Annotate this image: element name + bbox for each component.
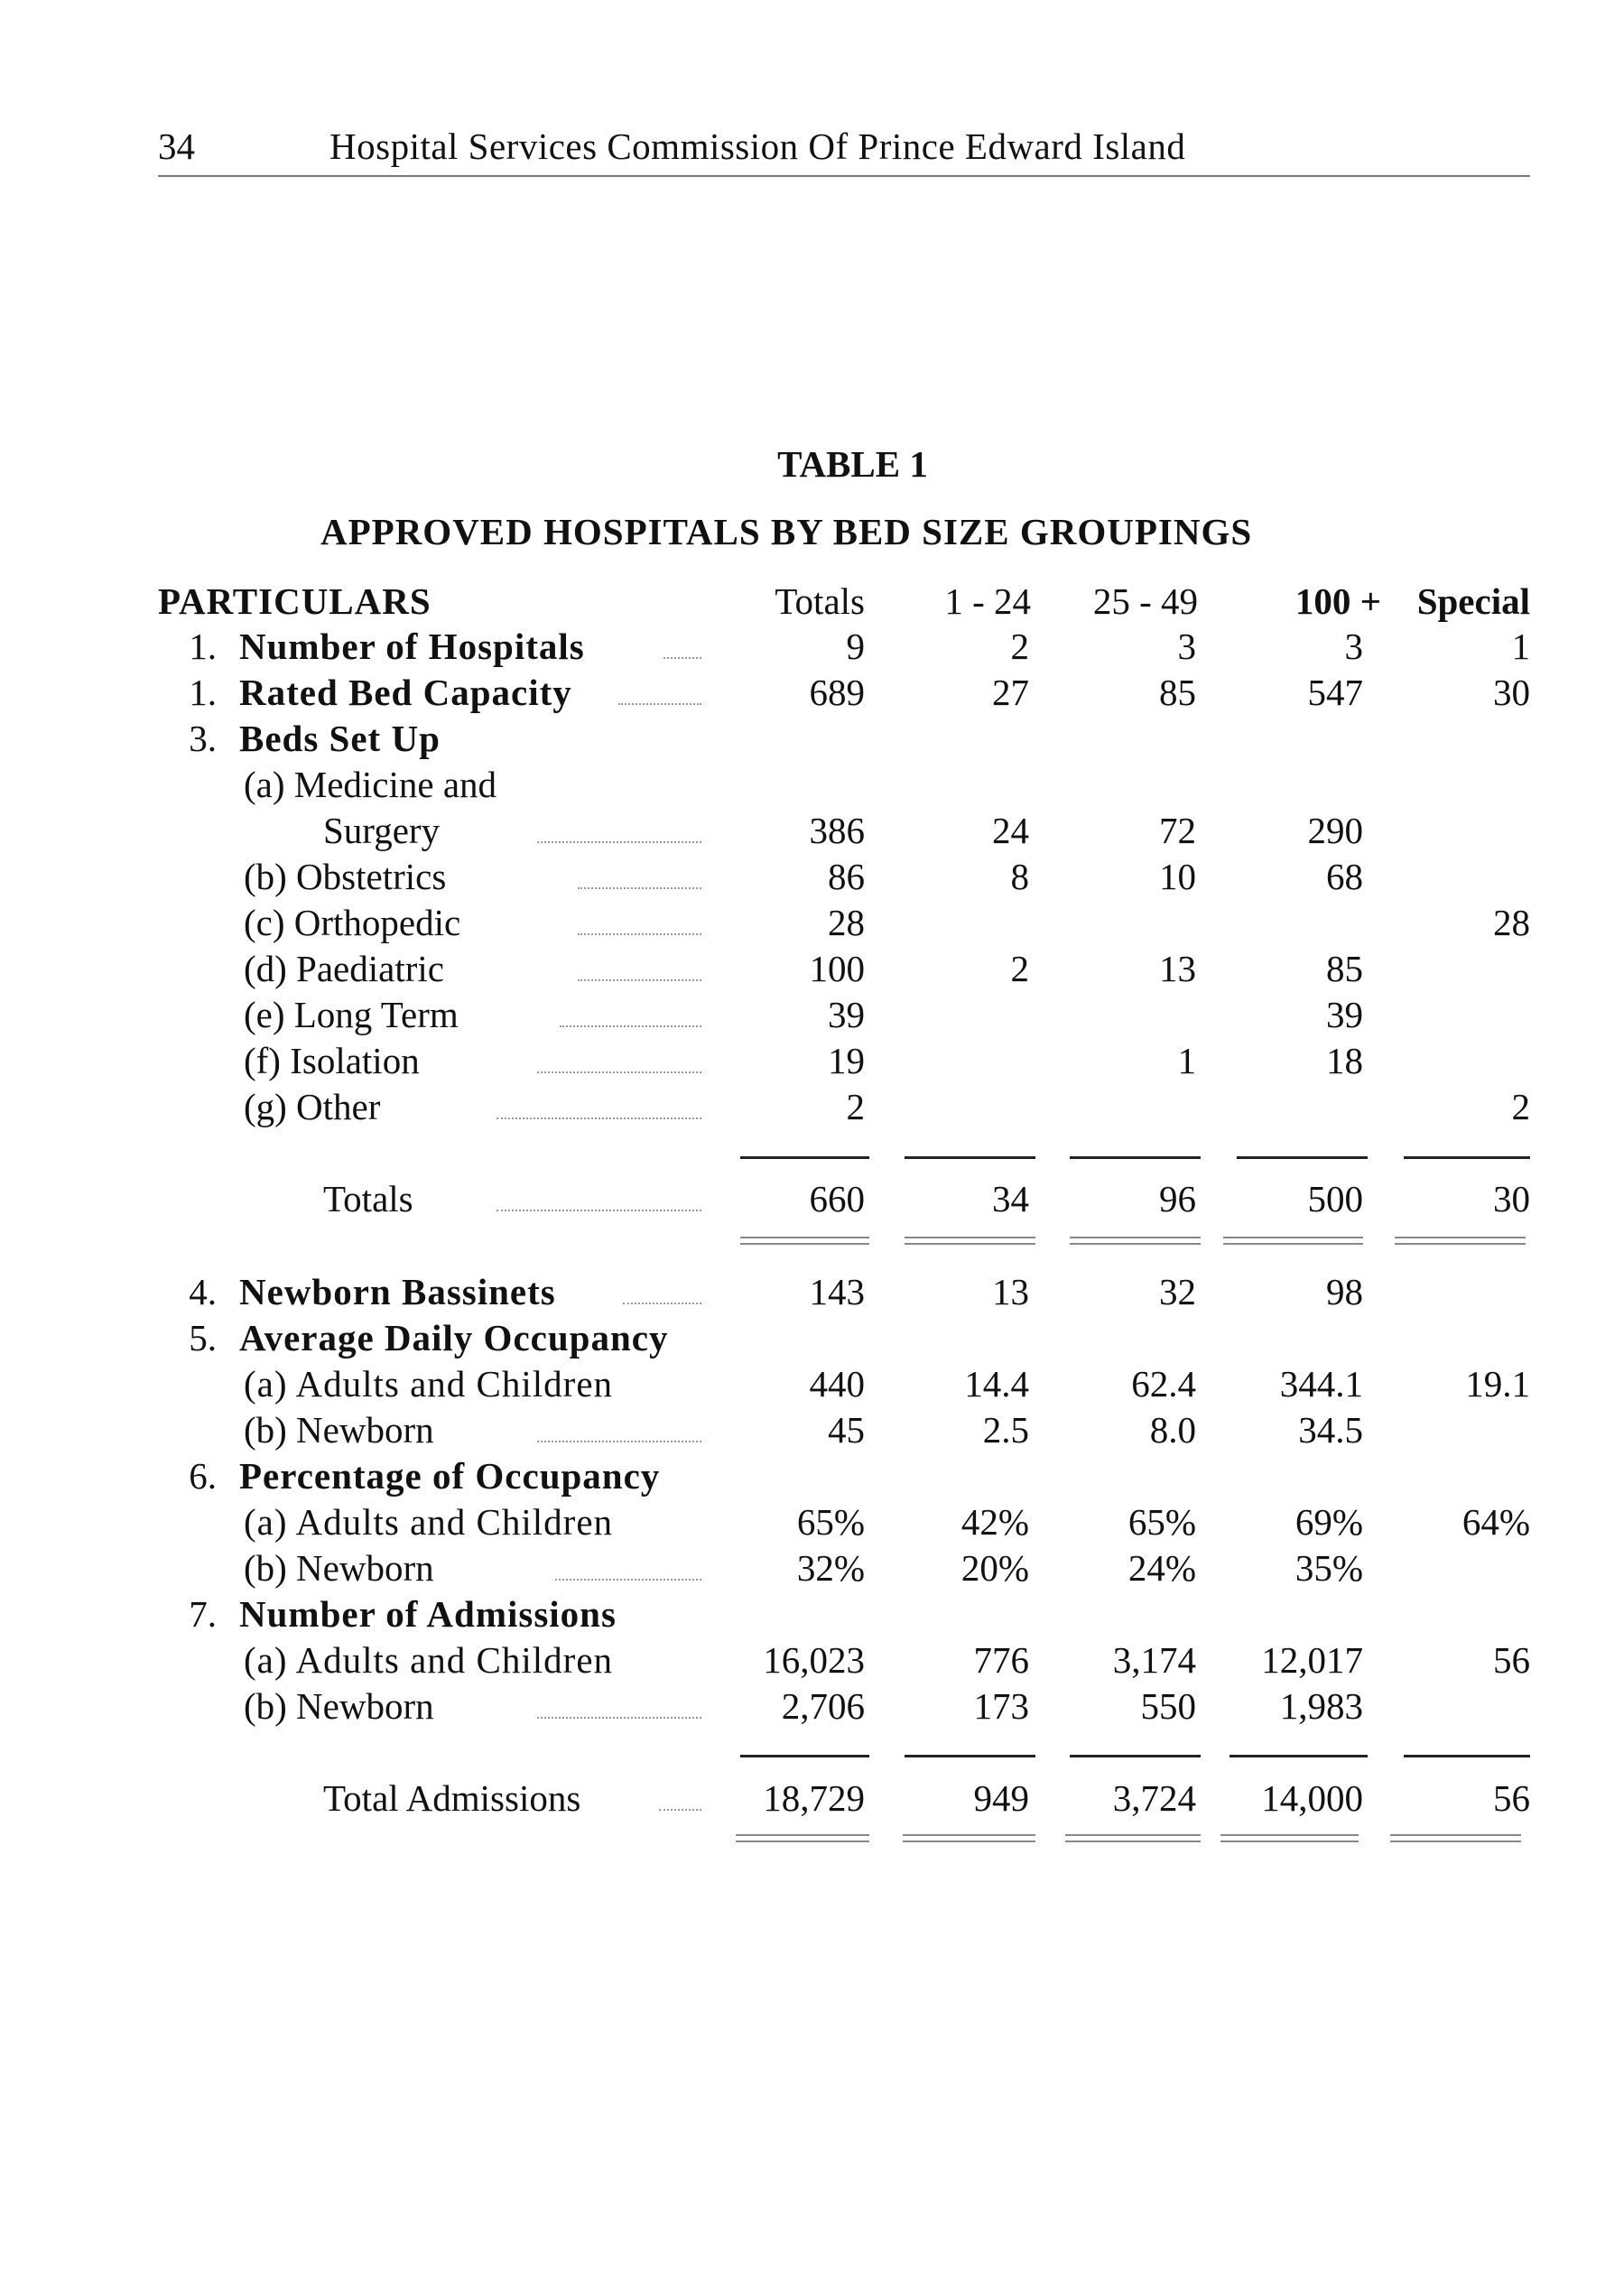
cell-100-plus: 290 xyxy=(1307,810,1363,851)
row-label: (d) Paediatric xyxy=(244,948,444,989)
table-row xyxy=(0,1177,1624,1223)
cell-25-49: 72 xyxy=(1159,810,1196,851)
table-row xyxy=(0,947,1624,993)
col-header-special: Special xyxy=(1416,580,1530,622)
dot-leader xyxy=(578,933,701,935)
table-row xyxy=(0,671,1624,717)
double-rule xyxy=(1390,1834,1521,1842)
dot-leader xyxy=(618,703,701,705)
row-label: (a) Adults and Children xyxy=(244,1639,614,1681)
cell-25-49: 62.4 xyxy=(1131,1363,1196,1405)
double-rule xyxy=(740,1237,869,1245)
dot-leader xyxy=(659,1809,701,1811)
row-label: Percentage of Occupancy xyxy=(239,1455,661,1497)
row-label: Rated Bed Capacity xyxy=(239,672,572,713)
cell-100-plus: 3 xyxy=(1344,626,1363,667)
row-number: 1. xyxy=(189,672,217,713)
cell-special: 30 xyxy=(1493,1178,1530,1219)
row-label: Surgery xyxy=(323,810,441,851)
row-label: Number of Admissions xyxy=(239,1593,617,1635)
cell-totals: 143 xyxy=(809,1271,865,1312)
table-row xyxy=(0,1270,1624,1316)
cell-25-49: 32 xyxy=(1159,1271,1196,1312)
cell-totals: 19 xyxy=(828,1040,865,1081)
row-number: 6. xyxy=(189,1455,217,1497)
cell-special: 56 xyxy=(1493,1777,1530,1819)
sum-rule xyxy=(1070,1755,1201,1757)
row-number: 1. xyxy=(189,626,217,667)
cell-totals: 660 xyxy=(809,1178,865,1219)
cell-25-49: 13 xyxy=(1159,948,1196,989)
cell-100-plus: 344.1 xyxy=(1279,1363,1363,1405)
table-row xyxy=(0,1592,1624,1638)
table-row xyxy=(0,625,1624,671)
cell-25-49: 8.0 xyxy=(1149,1409,1196,1451)
cell-25-49: 550 xyxy=(1140,1685,1196,1727)
sum-rule xyxy=(1404,1755,1530,1757)
row-label: (b) Newborn xyxy=(244,1547,434,1589)
row-number: 3. xyxy=(189,718,217,759)
cell-1-24: 27 xyxy=(992,672,1029,713)
col-header-25-49: 25 - 49 xyxy=(1092,580,1198,622)
cell-100-plus: 12,017 xyxy=(1261,1639,1363,1681)
sum-rule xyxy=(740,1156,869,1159)
table-row xyxy=(0,1776,1624,1822)
cell-1-24: 20% xyxy=(960,1547,1029,1589)
cell-1-24: 2.5 xyxy=(982,1409,1029,1451)
double-rule xyxy=(1065,1834,1201,1842)
cell-100-plus: 500 xyxy=(1307,1178,1363,1219)
cell-totals: 65% xyxy=(796,1501,865,1543)
cell-100-plus: 98 xyxy=(1326,1271,1363,1312)
cell-special: 56 xyxy=(1493,1639,1530,1681)
dot-leader xyxy=(578,887,701,889)
row-label: Average Daily Occupancy xyxy=(239,1317,669,1358)
cell-1-24: 14.4 xyxy=(964,1363,1029,1405)
cell-1-24: 24 xyxy=(992,810,1029,851)
table-row xyxy=(0,763,1624,809)
cell-totals: 2 xyxy=(846,1086,865,1127)
cell-25-49: 85 xyxy=(1159,672,1196,713)
double-rule xyxy=(1395,1237,1526,1245)
cell-100-plus: 34.5 xyxy=(1298,1409,1363,1451)
row-label: Totals xyxy=(323,1178,413,1219)
cell-totals: 18,729 xyxy=(763,1777,865,1819)
table-row xyxy=(0,993,1624,1039)
cell-totals: 32% xyxy=(796,1547,865,1589)
double-rule xyxy=(1070,1237,1201,1245)
cell-25-49: 65% xyxy=(1128,1501,1196,1543)
running-title: Hospital Services Commission Of Prince Edward Island xyxy=(329,125,1186,167)
double-rule xyxy=(1220,1834,1359,1842)
cell-special: 28 xyxy=(1493,902,1530,943)
table-row xyxy=(0,1454,1624,1500)
dot-leader xyxy=(537,841,701,843)
double-rule xyxy=(903,1834,1035,1842)
table-row xyxy=(0,1085,1624,1131)
sum-rule xyxy=(1237,1156,1368,1159)
cell-25-49: 3,724 xyxy=(1112,1777,1196,1819)
dot-leader xyxy=(555,1579,701,1581)
table-row xyxy=(0,809,1624,855)
cell-totals: 39 xyxy=(828,994,865,1035)
cell-totals: 100 xyxy=(809,948,865,989)
cell-special: 30 xyxy=(1493,672,1530,713)
cell-1-24: 13 xyxy=(992,1271,1029,1312)
row-label: (f) Isolation xyxy=(244,1040,420,1081)
cell-totals: 440 xyxy=(809,1363,865,1405)
cell-25-49: 96 xyxy=(1159,1178,1196,1219)
row-label: (b) Newborn xyxy=(244,1409,434,1451)
cell-totals: 86 xyxy=(828,856,865,897)
row-number: 4. xyxy=(189,1271,217,1312)
cell-25-49: 10 xyxy=(1159,856,1196,897)
table-row xyxy=(0,1362,1624,1408)
cell-special: 2 xyxy=(1511,1086,1530,1127)
cell-1-24: 34 xyxy=(992,1178,1029,1219)
cell-100-plus: 68 xyxy=(1326,856,1363,897)
cell-special: 1 xyxy=(1511,626,1530,667)
row-label: (a) Adults and Children xyxy=(244,1363,614,1405)
row-number: 5. xyxy=(189,1317,217,1358)
cell-25-49: 3,174 xyxy=(1112,1639,1196,1681)
sum-rule xyxy=(1404,1156,1530,1159)
cell-totals: 9 xyxy=(846,626,865,667)
col-header-totals: Totals xyxy=(775,580,865,622)
table-row xyxy=(0,1500,1624,1546)
double-rule xyxy=(1223,1237,1363,1245)
dot-leader xyxy=(560,1025,701,1027)
cell-1-24: 776 xyxy=(973,1639,1029,1681)
row-label: (e) Long Term xyxy=(244,994,459,1035)
row-label: (b) Obstetrics xyxy=(244,856,447,897)
cell-totals: 2,706 xyxy=(781,1685,865,1727)
cell-1-24: 8 xyxy=(1010,856,1029,897)
cell-totals: 28 xyxy=(828,902,865,943)
cell-100-plus: 1,983 xyxy=(1279,1685,1363,1727)
row-label: (c) Orthopedic xyxy=(244,902,461,943)
table-row xyxy=(0,1316,1624,1362)
dot-leader xyxy=(496,1210,701,1211)
cell-25-49: 3 xyxy=(1177,626,1196,667)
sum-rule xyxy=(1230,1755,1368,1757)
double-rule xyxy=(736,1834,869,1842)
dot-leader xyxy=(664,657,701,659)
row-label: (b) Newborn xyxy=(244,1685,434,1727)
table-title: TABLE 1 xyxy=(777,443,928,485)
cell-1-24: 2 xyxy=(1010,626,1029,667)
cell-special: 19.1 xyxy=(1465,1363,1530,1405)
cell-totals: 689 xyxy=(809,672,865,713)
table-row xyxy=(0,901,1624,947)
col-header-1-24: 1 - 24 xyxy=(944,580,1031,622)
dot-leader xyxy=(537,1071,701,1073)
sum-rule xyxy=(1070,1156,1201,1159)
row-label: (a) Medicine and xyxy=(244,764,497,805)
cell-100-plus: 547 xyxy=(1307,672,1363,713)
cell-1-24: 173 xyxy=(973,1685,1029,1727)
cell-100-plus: 39 xyxy=(1326,994,1363,1035)
row-label: Number of Hospitals xyxy=(239,626,585,667)
row-label: (g) Other xyxy=(244,1086,381,1127)
sum-rule xyxy=(905,1156,1035,1159)
row-label: Total Admissions xyxy=(323,1777,581,1819)
dot-leader xyxy=(537,1717,701,1719)
table-row xyxy=(0,717,1624,763)
row-label: Newborn Bassinets xyxy=(239,1271,556,1312)
cell-100-plus: 85 xyxy=(1326,948,1363,989)
cell-1-24: 949 xyxy=(973,1777,1029,1819)
cell-totals: 386 xyxy=(809,810,865,851)
table-row xyxy=(0,1684,1624,1730)
row-label: Beds Set Up xyxy=(239,718,441,759)
sum-rule xyxy=(740,1755,869,1757)
cell-1-24: 2 xyxy=(1010,948,1029,989)
cell-100-plus: 14,000 xyxy=(1261,1777,1363,1819)
cell-1-24: 42% xyxy=(960,1501,1029,1543)
cell-totals: 45 xyxy=(828,1409,865,1451)
cell-25-49: 1 xyxy=(1177,1040,1196,1081)
dot-leader xyxy=(537,1441,701,1442)
cell-25-49: 24% xyxy=(1128,1547,1196,1589)
table-row xyxy=(0,1039,1624,1085)
col-header-100-plus: 100 + xyxy=(1295,580,1381,622)
page-header xyxy=(158,125,1530,177)
table-subtitle: APPROVED HOSPITALS BY BED SIZE GROUPINGS xyxy=(320,511,1253,552)
row-number: 7. xyxy=(189,1593,217,1635)
cell-special: 64% xyxy=(1462,1501,1530,1543)
cell-100-plus: 18 xyxy=(1326,1040,1363,1081)
table-row xyxy=(0,1546,1624,1592)
col-header-particulars: PARTICULARS xyxy=(158,580,432,622)
table-row xyxy=(0,855,1624,901)
double-rule xyxy=(905,1237,1035,1245)
cell-100-plus: 69% xyxy=(1295,1501,1363,1543)
sum-rule xyxy=(905,1755,1035,1757)
cell-100-plus: 35% xyxy=(1295,1547,1363,1589)
table-row xyxy=(0,1638,1624,1684)
table-row xyxy=(0,1408,1624,1454)
page-number: 34 xyxy=(158,125,195,167)
row-label: (a) Adults and Children xyxy=(244,1501,614,1543)
dot-leader xyxy=(578,979,701,981)
dot-leader xyxy=(623,1303,701,1304)
cell-totals: 16,023 xyxy=(763,1639,865,1681)
dot-leader xyxy=(496,1117,701,1119)
